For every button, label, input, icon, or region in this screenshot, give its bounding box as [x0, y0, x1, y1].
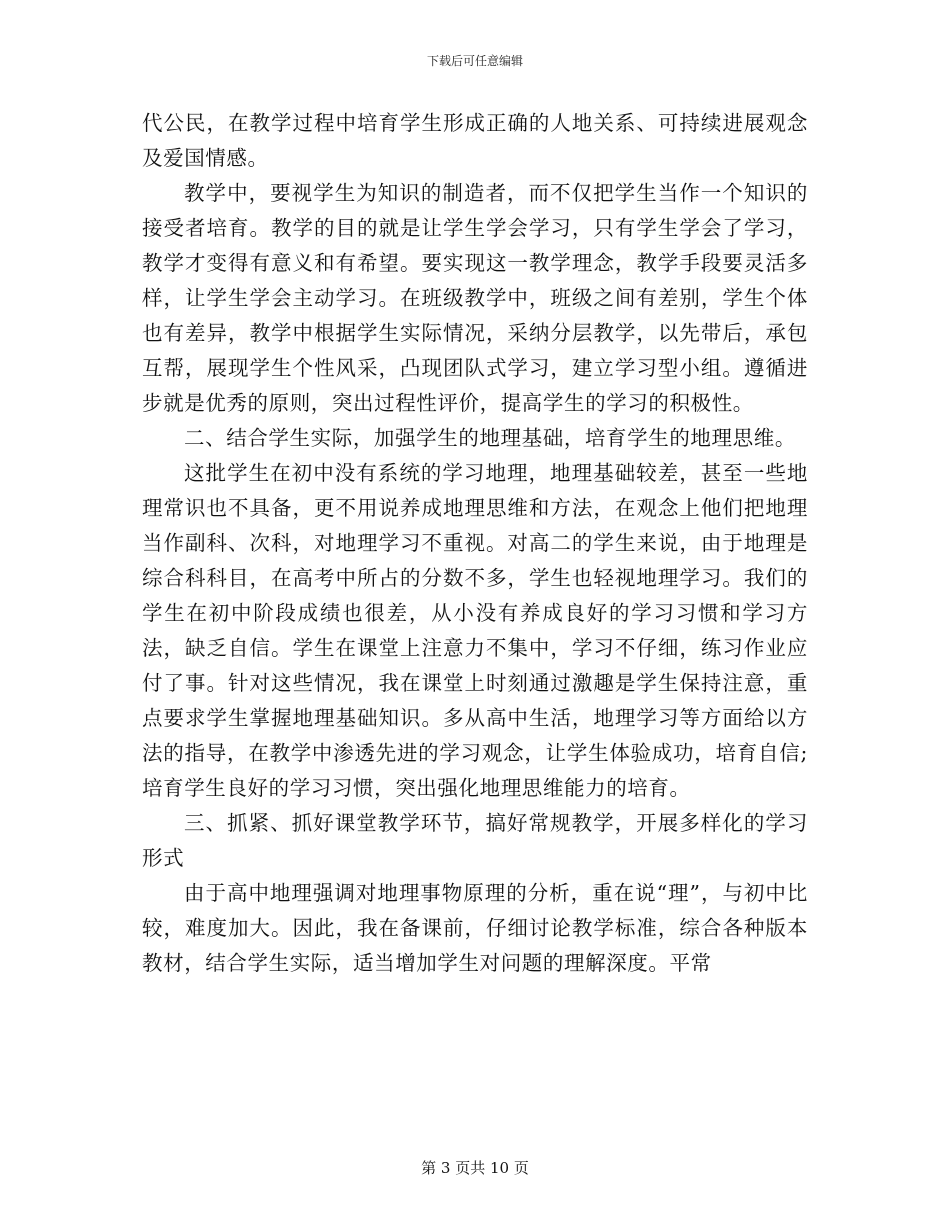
- paragraph-1: 代公民，在教学过程中培育学生形成正确的人地关系、可持续进展观念及爱国情感。: [142, 111, 808, 170]
- paragraph-4: 由于高中地理强调对地理事物原理的分析，重在说“理”，与初中比较，难度加大。因此，我在备课前，仔细讨论教学标准，综合各种版本教材，结合学生实际，适当增加学生对问题的理解深度。平常: [142, 881, 808, 975]
- page-number: 第 3 页共 10 页: [421, 1159, 529, 1177]
- page-header: 下载后可任意编辑: [426, 54, 523, 68]
- section-heading-2: 二、结合学生实际，加强学生的地理基础，培育学生的地理思维。: [184, 426, 796, 450]
- document-body: [142, 106, 808, 981]
- paragraph-3: 这批学生在初中没有系统的学习地理，地理基础较差，甚至一些地理常识也不具备，更不用说养成地理思维和方法，在观念上他们把地理当作副科、次科，对地理学习不重视。对高二的学生来说，由于地理是综合科科目，在高考中所占的分数不多，学生也轻视地理学习。我们的学生在初中阶段成绩也很差，从小没有养成良好的学习习惯和学习方法，缺乏自信。学生在课堂上注意力不集中，学习不仔细，练习作业应付了事。针对这些情况，我在课堂上时刻通过激趣是学生保持注意，重点要求学生掌握地理基础知识。多从高中生活，地理学习等方面给以方法的指导，在教学中渗透先进的学习观念，让学生体验成功，培育自信;培育学生良好的学习习惯，突出强化地理思维能力的培育。: [142, 461, 808, 800]
- paragraph-2: 教学中，要视学生为知识的制造者，而不仅把学生当作一个知识的接受者培育。教学的目的就是让学生学会学习，只有学生学会了学习，教学才变得有意义和有希望。要实现这一教学理念，教学手段要灵活多样，让学生学会主动学习。在班级教学中，班级之间有差别，学生个体也有差异，教学中根据学生实际情况，采纳分层教学，以先带后，承包互帮，展现学生个性风采，凸现团队式学习，建立学习型小组。遵循进步就是优秀的原则，突出过程性评价，提高学生的学习的积极性。: [142, 181, 808, 415]
- section-heading-3: 三、抓紧、抓好课堂教学环节，搞好常规教学，开展多样化的学习形式: [142, 811, 808, 870]
